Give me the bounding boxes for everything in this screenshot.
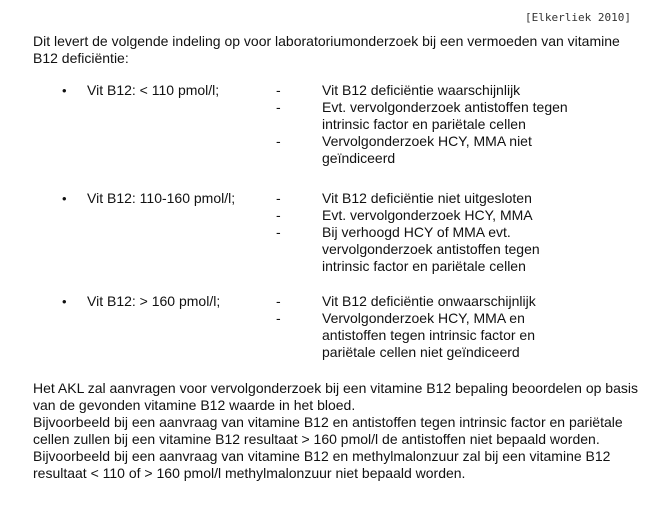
dash-marker: - xyxy=(276,133,281,149)
advice-item xyxy=(0,207,650,224)
advice-list xyxy=(0,82,650,167)
advice-text: Evt. vervolgonderzoek antistoffen tegen intrinsic factor en pariëtale cellen xyxy=(322,99,568,132)
dash-marker: - xyxy=(276,310,281,326)
dash-marker: - xyxy=(276,99,281,115)
source-reference: [Elkerliek 2010] xyxy=(525,11,631,24)
dash-marker: - xyxy=(276,82,281,98)
advice-text: Evt. vervolgonderzoek HCY, MMA xyxy=(322,207,533,223)
intro-paragraph: Dit levert de volgende indeling op voor laboratoriumonderzoek bij een vermoeden van vitamine B12 deficiëntie: xyxy=(33,33,620,66)
dash-marker: - xyxy=(276,293,281,309)
range-label: Vit B12: > 160 pmol/l; xyxy=(87,293,221,309)
advice-item xyxy=(0,224,650,275)
advice-text: Bij verhoogd HCY of MMA evt. vervolgonderzoek antistoffen tegen intrinsic factor en pariëtale cellen xyxy=(322,224,540,274)
closing-paragraph: Het AKL zal aanvragen voor vervolgonderzoek bij een vitamine B12 bepaling beoordelen op basis van de gevonden vitamine B12 waarde in het bloed. xyxy=(33,380,638,413)
advice-list xyxy=(0,293,650,361)
range-label: Vit B12: 110-160 pmol/l; xyxy=(87,190,236,206)
advice-list xyxy=(0,190,650,275)
advice-text: Vit B12 deficiëntie waarschijnlijk xyxy=(322,82,521,98)
advice-item xyxy=(0,82,650,99)
closing-text xyxy=(33,380,643,482)
advice-text: Vervolgonderzoek HCY, MMA niet geïndiceerd xyxy=(322,133,532,166)
advice-text: Vervolgonderzoek HCY, MMA en antistoffen tegen intrinsic factor en pariëtale cellen niet geïndiceerd xyxy=(322,310,535,360)
bullet-icon: • xyxy=(62,83,67,98)
advice-item xyxy=(0,293,650,310)
advice-item xyxy=(0,99,650,133)
dash-marker: - xyxy=(276,207,281,223)
advice-text: Vit B12 deficiëntie onwaarschijnlijk xyxy=(322,293,536,309)
advice-item xyxy=(0,310,650,361)
advice-text: Vit B12 deficiëntie niet uitgesloten xyxy=(322,190,532,206)
bullet-icon: • xyxy=(62,191,67,206)
advice-item xyxy=(0,190,650,207)
bullet-icon: • xyxy=(62,294,67,309)
advice-item xyxy=(0,133,650,167)
example-paragraph: Bijvoorbeeld bij een aanvraag van vitamine B12 en antistoffen tegen intrinsic factor en pariëtale cellen zullen bij een vitamine B12 resultaat > 160 pmol/l de antistoffen niet bepaald worden. xyxy=(33,414,623,447)
dash-marker: - xyxy=(276,190,281,206)
example-paragraph: Bijvoorbeeld bij een aanvraag van vitamine B12 en methylmalonzuur zal bij een vitamine B12 resultaat < 110 of > 160 pmol/l methylmalonzuur niet bepaald worden. xyxy=(33,448,611,481)
range-label: Vit B12: < 110 pmol/l; xyxy=(87,82,220,98)
dash-marker: - xyxy=(276,224,281,240)
